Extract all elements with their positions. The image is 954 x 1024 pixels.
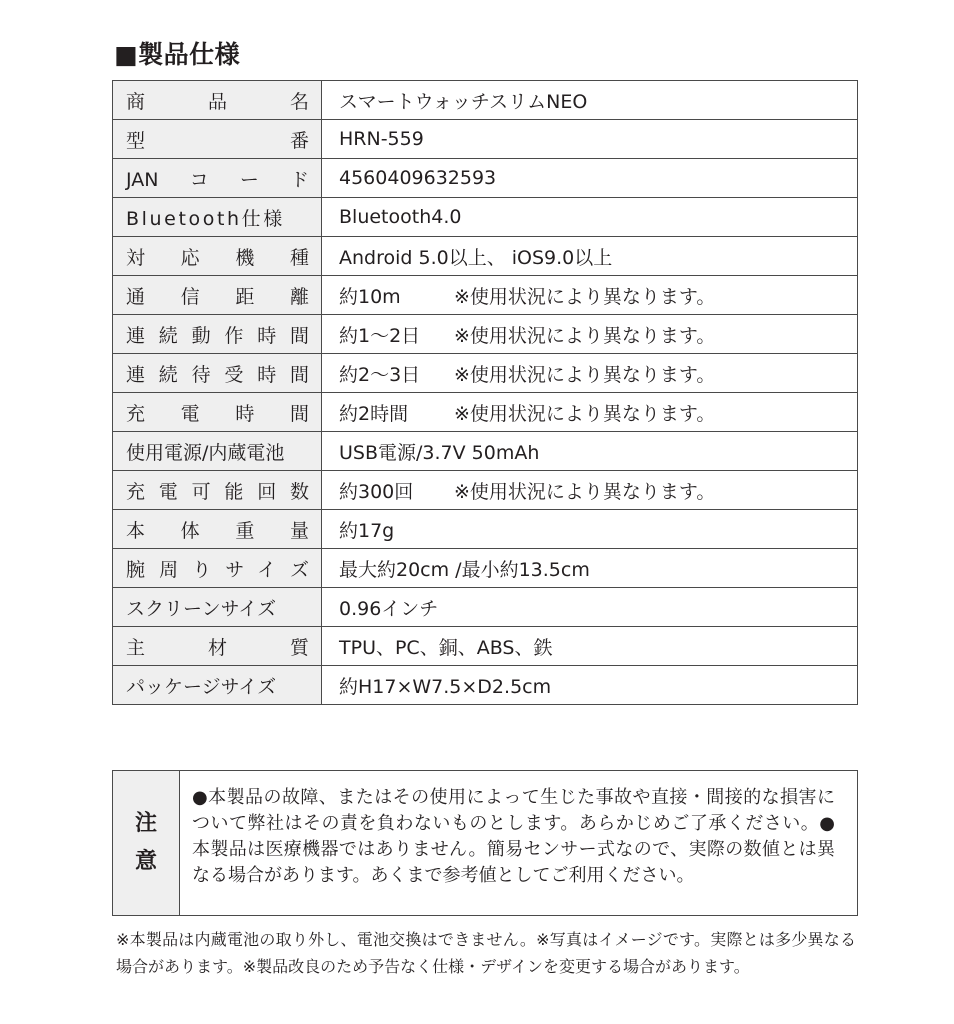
table-row (113, 510, 858, 549)
row-label: 連続動作時間 (113, 315, 322, 354)
row-label: Bluetooth仕様 (113, 198, 322, 237)
row-value: HRN-559 (322, 120, 858, 159)
row-label: 主材質 (113, 627, 322, 666)
row-label: 対応機種 (113, 237, 322, 276)
row-label: JANコード (113, 159, 322, 198)
usage-note: ※使用状況により異なります。 (454, 285, 716, 308)
row-label: 商品名 (113, 81, 322, 120)
row-value: 約2〜3日 ※使用状況により異なります。 (322, 354, 858, 393)
table-row (113, 471, 858, 510)
row-value: 約10m ※使用状況により異なります。 (322, 276, 858, 315)
caution-label-char-1: 注 (134, 811, 157, 836)
caution-label-char-2: 意 (134, 849, 157, 874)
table-row (113, 159, 858, 198)
row-label: 型番 (113, 120, 322, 159)
row-label: 通信距離 (113, 276, 322, 315)
table-row (113, 666, 858, 705)
row-value: USB電源/3.7V 50mAh (322, 432, 858, 471)
table-row (113, 432, 858, 471)
table-row (113, 588, 858, 627)
page-title: ■製品仕様 (114, 40, 241, 69)
table-row (113, 81, 858, 120)
row-value: Bluetooth4.0 (322, 198, 858, 237)
table-row (113, 237, 858, 276)
row-label: パッケージサイズ (113, 666, 322, 705)
usage-note: ※使用状況により異なります。 (454, 480, 716, 503)
caution-box (112, 770, 858, 916)
spec-table (112, 80, 858, 705)
row-value: 4560409632593 (322, 159, 858, 198)
table-row (113, 354, 858, 393)
row-label: 充電可能回数 (113, 471, 322, 510)
row-label: スクリーンサイズ (113, 588, 322, 627)
row-value: 約17g (322, 510, 858, 549)
table-row (113, 198, 858, 237)
row-label: 使用電源/内蔵電池 (113, 432, 322, 471)
row-value: スマートウォッチスリムNEO (322, 81, 858, 120)
table-row (113, 276, 858, 315)
caution-text: ●本製品の故障、またはその使用によって生じた事故や直接・間接的な損害について弊社はその責を負わないものとします。あらかじめご了承ください。●本製品は医療機器ではありません。簡易センサー式なので、実際の数値とは異なる場合があります。あくまで参考値としてご利用ください。 (192, 787, 835, 886)
row-label: 連続待受時間 (113, 354, 322, 393)
row-label: 腕周りサイズ (113, 549, 322, 588)
row-value: 最大約20cm /最小約13.5cm (322, 549, 858, 588)
table-row (113, 549, 858, 588)
usage-note: ※使用状況により異なります。 (454, 324, 716, 347)
row-value: 約H17×W7.5×D2.5cm (322, 666, 858, 705)
footnote: ※本製品は内蔵電池の取り外し、電池交換はできません。※写真はイメージです。実際とは多少異なる場合があります。※製品改良のため予告なく仕様・デザインを変更する場合があります。 (116, 930, 856, 976)
row-label: 充電時間 (113, 393, 322, 432)
row-value: Android 5.0以上、 iOS9.0以上 (322, 237, 858, 276)
table-row (113, 120, 858, 159)
row-value: 約300回 ※使用状況により異なります。 (322, 471, 858, 510)
row-value: 約2時間 ※使用状況により異なります。 (322, 393, 858, 432)
usage-note: ※使用状況により異なります。 (454, 402, 716, 425)
row-value: 0.96インチ (322, 588, 858, 627)
table-row (113, 393, 858, 432)
usage-note: ※使用状況により異なります。 (454, 363, 716, 386)
row-value: 約1〜2日 ※使用状況により異なります。 (322, 315, 858, 354)
row-value: TPU、PC、銅、ABS、鉄 (322, 627, 858, 666)
table-row (113, 315, 858, 354)
caution-label (113, 771, 180, 915)
table-row (113, 627, 858, 666)
row-label: 本体重量 (113, 510, 322, 549)
